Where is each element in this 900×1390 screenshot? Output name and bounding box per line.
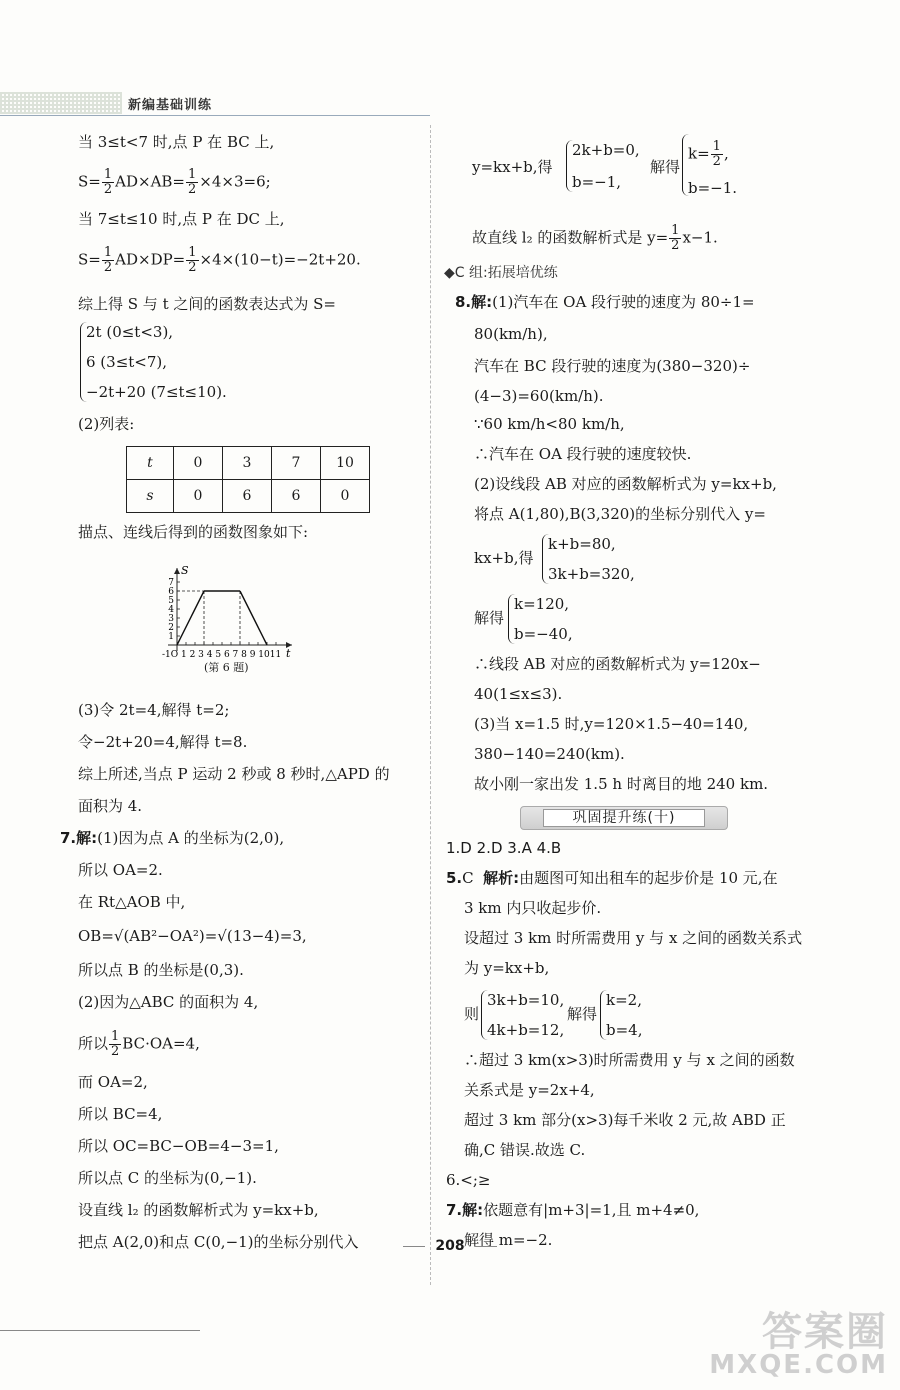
fraction: $\frac{1}{2}$	[111, 1029, 120, 1059]
fraction: $\frac{1}{2}$	[188, 245, 197, 275]
text: 则	[464, 1005, 480, 1023]
text-line: 描点、连线后得到的函数图象如下:	[78, 523, 309, 541]
question-number: 8.	[455, 293, 472, 311]
equation: k= $\frac{1}{2}$ ,	[688, 139, 729, 169]
fraction: $\frac{1}{2}$	[712, 139, 721, 169]
analysis-label: 解析:	[483, 869, 520, 887]
graph-caption: (第 6 题)	[204, 661, 249, 674]
text-line: OB=√(AB²−OA²)=√(13−4)=3,	[78, 927, 307, 945]
table-cell: s	[127, 480, 174, 513]
text: y=kx+b,得	[472, 158, 553, 176]
header-title: 新编基础训练	[128, 98, 213, 113]
question-8	[455, 292, 755, 312]
question-number: 5.	[446, 869, 463, 887]
table-row	[127, 447, 370, 480]
text: 解得	[474, 609, 505, 627]
text-line: 设直线 l₂ 的函数解析式为 y=kx+b,	[78, 1201, 319, 1219]
equation: b=4,	[606, 1021, 643, 1039]
answer-label: 解:	[462, 1201, 484, 1219]
text: S=	[78, 172, 101, 191]
text-line: ∵60 km/h<80 km/h,	[474, 415, 625, 433]
equation: b=−40,	[514, 625, 573, 643]
text-line: 当 7≤t≤10 时,点 P 在 DC 上,	[78, 210, 285, 228]
text-line: (4−3)=60(km/h).	[474, 387, 604, 405]
text: AD×AB=	[115, 172, 185, 191]
graph-segment	[240, 591, 267, 645]
piecewise-line: 2t (0≤t<3),	[86, 323, 174, 341]
text-line: 汽车在 BC 段行驶的速度为(380−320)÷	[474, 357, 751, 375]
equation: 4k+b=12,	[487, 1021, 565, 1039]
section-badge	[520, 806, 728, 830]
answer-line: 1.D 2.D 3.A 4.B	[446, 839, 562, 857]
text-line: 关系式是 y=2x+4,	[464, 1081, 595, 1099]
text-line: 所以 BC=4,	[78, 1105, 163, 1123]
text: S=	[78, 250, 101, 269]
text-line: 设超过 3 km 时所需费用 y 与 x 之间的函数关系式	[464, 929, 803, 947]
text-line: 故小刚一家出发 1.5 h 时离目的地 240 km.	[474, 775, 769, 793]
equation: 3k+b=320,	[548, 565, 635, 583]
piecewise-line: −2t+20 (7≤t≤10).	[86, 383, 227, 401]
answer-line: 6.<;≥	[446, 1171, 491, 1189]
text: 解得	[567, 1005, 598, 1023]
text-line: 3 km 内只收起步价.	[464, 899, 602, 917]
table-cell: 3	[223, 447, 272, 480]
text-line: 所以点 C 的坐标为(0,−1).	[78, 1169, 257, 1187]
text: (1)汽车在 OA 段行驶的速度为 80÷1=	[492, 293, 755, 311]
text-line: 当 3≤t<7 时,点 P 在 BC 上,	[78, 133, 275, 151]
text: k=	[688, 144, 710, 163]
text-line: 所以 OC=BC−OB=4−3=1,	[78, 1137, 279, 1155]
text-line: 令−2t+20=4,解得 t=8.	[78, 733, 248, 751]
formula-line	[78, 1030, 200, 1059]
answer-label: 解:	[471, 293, 493, 311]
fraction: $\frac{1}{2}$	[103, 245, 113, 275]
question-7b	[446, 1200, 699, 1220]
watermark-logo	[709, 1300, 888, 1382]
table-cell: t	[127, 447, 174, 480]
text-line: 面积为 4.	[78, 797, 143, 815]
y-tick-label: 4	[168, 605, 174, 615]
text: 解得	[650, 158, 681, 176]
piecewise-line: 6 (3≤t<7),	[86, 353, 168, 371]
equation: b=−1,	[572, 173, 622, 191]
text-line: 解得 m=−2.	[464, 1231, 553, 1249]
answer-label: 解:	[76, 829, 98, 847]
page-number-label: 208	[435, 1238, 465, 1254]
diamond-icon: ◆	[444, 265, 455, 281]
text-line: (2)设线段 AB 对应的函数解析式为 y=kx+b,	[474, 475, 777, 493]
fraction: $\frac{1}{2}$	[103, 167, 113, 197]
question-5	[446, 868, 778, 888]
equation: 3k+b=10,	[487, 991, 565, 1009]
table-cell: 0	[174, 447, 223, 480]
text: 依题意有|m+3|=1,且 m+4≠0,	[483, 1201, 700, 1219]
text-line: (2)因为△ABC 的面积为 4,	[78, 993, 259, 1011]
text: x−1.	[682, 228, 718, 247]
text-line: 在 Rt△AOB 中,	[78, 893, 186, 911]
fraction: $\frac{1}{2}$	[671, 223, 680, 253]
text-line: 把点 A(2,0)和点 C(0,−1)的坐标分别代入	[78, 1233, 359, 1251]
question-7	[60, 828, 284, 848]
text-line: 为 y=kx+b,	[464, 959, 550, 977]
text-line: 所以点 B 的坐标是(0,3).	[78, 961, 244, 979]
formula-line	[78, 246, 361, 275]
text-line: 80(km/h),	[474, 325, 548, 343]
text: 由题图可知出租车的起步价是 10 元,在	[519, 869, 778, 887]
text-line: ∴汽车在 OA 段行驶的速度较快.	[474, 445, 692, 463]
text-line: (3)当 x=1.5 时,y=120×1.5−40=140,	[474, 715, 749, 733]
y-axis-label: S	[181, 564, 189, 577]
text-line: 超过 3 km 部分(x>3)每千米收 2 元,故 ABD 正	[464, 1111, 786, 1129]
table-cell: 10	[321, 447, 370, 480]
text: ×4×(10−t)=−2t+20.	[199, 250, 361, 269]
formula-line	[78, 168, 271, 197]
text-line: (2)列表:	[78, 415, 135, 433]
table-row	[127, 480, 370, 513]
text: kx+b,得	[474, 549, 534, 567]
text-line: ∴超过 3 km(x>3)时所需费用 y 与 x 之间的函数	[464, 1051, 795, 1069]
equation: k=2,	[606, 991, 642, 1009]
equation: k+b=80,	[548, 535, 616, 553]
watermark-url: MXQE.COM	[709, 1350, 888, 1380]
text: BC·OA=4,	[122, 1034, 200, 1053]
question-number: 7.	[60, 829, 77, 847]
text: AD×DP=	[115, 250, 186, 269]
y-tick-label: 3	[168, 614, 174, 624]
question-number: 7.	[446, 1201, 463, 1219]
y-tick-label: 6	[168, 587, 174, 597]
column-divider	[430, 125, 431, 1285]
table-cell: 6	[223, 480, 272, 513]
text-line: 综上得 S 与 t 之间的函数表达式为 S=	[78, 295, 336, 313]
table-cell: 7	[272, 447, 321, 480]
table-cell: 6	[272, 480, 321, 513]
fraction: $\frac{1}{2}$	[188, 167, 197, 197]
header-decoration	[0, 92, 122, 114]
section-badge-label: 巩固提升练(十)	[543, 809, 705, 827]
header-rule	[0, 115, 430, 116]
x-tick-labels: -1O 1 2 3 4 5 6 7 8 9 1011	[162, 650, 282, 660]
y-tick-label: 7	[168, 578, 174, 588]
text-line: 将点 A(1,80),B(3,320)的坐标分别代入 y=	[474, 505, 766, 523]
page-number	[0, 1238, 900, 1254]
text-line: (3)令 2t=4,解得 t=2;	[78, 701, 230, 719]
footer-rule	[0, 1330, 200, 1331]
table-cell: 0	[321, 480, 370, 513]
y-tick-label: 5	[168, 596, 174, 606]
equation: k=120,	[514, 595, 570, 613]
text-line: 380−140=240(km).	[474, 745, 625, 763]
equation: b=−1.	[688, 179, 738, 197]
text-line: ∴线段 AB 对应的函数解析式为 y=120x−	[474, 655, 761, 673]
text: (1)因为点 A 的坐标为(2,0),	[97, 829, 285, 847]
section-label: C 组:拓展培优练	[454, 265, 558, 281]
x-axis-label: t	[286, 647, 291, 660]
text-line: 而 OA=2,	[78, 1073, 148, 1091]
text-line: 确,C 错误.故选 C.	[464, 1141, 586, 1159]
watermark-text: 答案圈	[762, 1309, 888, 1355]
answer: C	[462, 869, 474, 887]
y-tick-label: 2	[168, 623, 174, 633]
section-heading	[444, 262, 558, 282]
formula-line	[472, 224, 718, 253]
graph-segment	[177, 591, 204, 645]
equation: 2k+b=0,	[572, 141, 640, 159]
text-line: 所以 OA=2.	[78, 861, 163, 879]
text-line: 综上所述,当点 P 运动 2 秒或 8 秒时,△APD 的	[78, 765, 390, 783]
text: 故直线 l₂ 的函数解析式是 y=	[472, 228, 669, 247]
text: 所以	[78, 1034, 109, 1053]
table-cell: 0	[174, 480, 223, 513]
value-table	[126, 446, 370, 513]
y-tick-label: 1	[168, 632, 174, 642]
text: ×4×3=6;	[199, 172, 271, 191]
text-line: 40(1≤x≤3).	[474, 685, 563, 703]
y-arrow	[174, 568, 180, 574]
